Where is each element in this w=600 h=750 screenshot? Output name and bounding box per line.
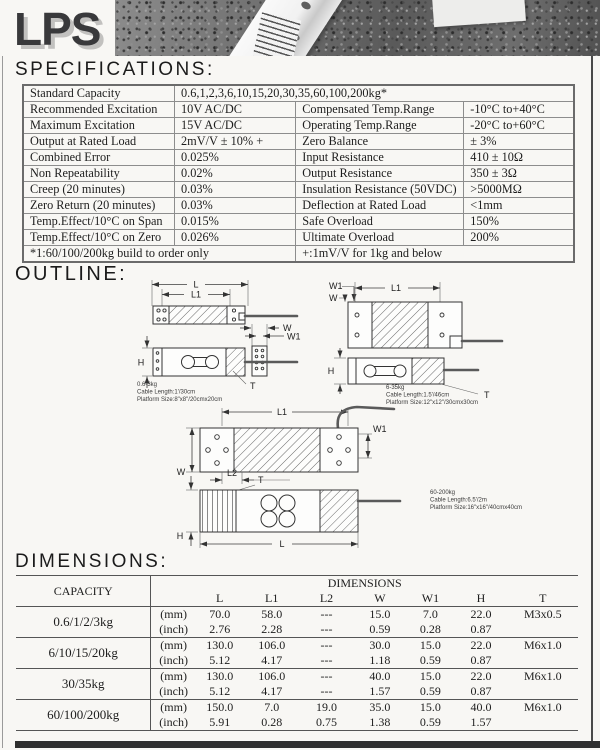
dim-cell: 22.0 — [454, 607, 507, 623]
dim-cell: 70.0 — [196, 607, 244, 623]
spec-value: ± 3% — [464, 134, 574, 150]
dim-cell: 4.17 — [261, 684, 283, 698]
dim-cell: 0.87 — [470, 622, 492, 636]
spec-label: Input Resistance — [296, 150, 464, 166]
unit-cell: (inch) — [159, 684, 188, 698]
product-logo: LPS — [14, 3, 101, 55]
dim-cell: 15.0 — [353, 607, 406, 623]
spec-label: Deflection at Rated Load — [296, 198, 464, 214]
dim-cell: 130.0 — [196, 669, 244, 685]
spec-row — [23, 198, 574, 214]
spec-value: -10°C to+40°C — [464, 102, 574, 118]
dim-label-t: T — [258, 475, 264, 485]
page-bottom-border — [15, 741, 600, 748]
dim-cell: 0.28 — [261, 715, 283, 729]
dim-cell: 0.87 — [470, 653, 492, 667]
drawing-caption-cable: Cable Length:6.5'/2m — [430, 497, 487, 504]
dim-cell: 58.0 — [244, 607, 300, 623]
spec-row — [23, 214, 574, 230]
dim-cell: 15.0 — [407, 700, 455, 716]
dim-cell: 1.57 — [470, 715, 492, 729]
drawing-caption-platform: Platform Size:8"x8"/20cmx20cm — [137, 397, 223, 403]
dim-label-w: W — [329, 293, 338, 303]
spec-value: 15V AC/DC — [175, 118, 296, 134]
dim-cell: --- — [320, 622, 333, 636]
spec-footnote-right: +:1mV/V for 1kg and below — [296, 246, 574, 263]
product-photo — [115, 0, 600, 56]
dim-cell: 1.18 — [369, 653, 391, 667]
dims-header-row — [16, 576, 578, 592]
unit-cell: (inch) — [159, 715, 188, 729]
dim-cell: 0.59 — [369, 622, 391, 636]
dim-cell: --- — [300, 607, 353, 623]
dim-cell: 0.59 — [419, 715, 441, 729]
spec-value: 0.03% — [175, 198, 296, 214]
outline-drawings — [0, 262, 600, 554]
drawing-caption-cable: Cable Length:1.5'/46cm — [386, 392, 450, 399]
dim-cell: 35.0 — [353, 700, 406, 716]
dim-cell: 15.0 — [407, 669, 455, 685]
dim-cell: 0.75 — [315, 715, 337, 729]
dim-cell: 2.28 — [261, 622, 283, 636]
spec-value: 0.03% — [175, 182, 296, 198]
col-header-t: T — [508, 591, 578, 607]
drawing-caption-range: 60-200kg — [430, 490, 456, 496]
spec-value: 410 ± 10Ω — [464, 150, 574, 166]
col-header-l: L — [196, 591, 244, 607]
spec-label: Standard Capacity — [23, 85, 175, 102]
dim-label-w: W — [283, 323, 292, 333]
dim-label-h: H — [327, 366, 335, 376]
dim-label-w: W — [176, 467, 186, 477]
drawing-caption-range: 6-35kg — [386, 385, 405, 391]
dim-cell: 106.0 — [244, 669, 300, 685]
unit-column-header — [151, 591, 196, 607]
dim-cell: M6x1.0 — [508, 700, 578, 716]
dim-cell: 15.0 — [407, 638, 455, 654]
drawing-caption-range: 0.6-3kg — [137, 382, 158, 388]
dim-label-l: L — [193, 279, 199, 290]
dim-cell: 5.12 — [209, 684, 231, 698]
dimensions-heading: DIMENSIONS: — [15, 551, 169, 572]
dim-cell: 150.0 — [196, 700, 244, 716]
dim-label-l: L — [279, 539, 285, 549]
dim-cell — [508, 715, 578, 731]
spec-row — [23, 182, 574, 198]
capacity-cell: 0.6/1/2/3kg — [16, 607, 151, 638]
dim-cell: --- — [300, 638, 353, 654]
spec-value: <1mm — [464, 198, 574, 214]
dim-cell: 22.0 — [454, 638, 507, 654]
drawing-caption-cable: Cable Length:1'/30cm — [137, 389, 196, 396]
unit-cell: (mm) — [151, 700, 196, 716]
spec-value: -20°C to+60°C — [464, 118, 574, 134]
dim-cell: 2.76 — [209, 622, 231, 636]
dim-cell: 4.17 — [261, 653, 283, 667]
spec-value: 0.02% — [175, 166, 296, 182]
dim-cell: M6x1.0 — [508, 638, 578, 654]
dim-label-t: T — [484, 390, 490, 400]
dim-cell: 5.91 — [209, 715, 231, 729]
unit-cell: (mm) — [151, 638, 196, 654]
spec-value: 150% — [464, 214, 574, 230]
unit-cell: (mm) — [151, 669, 196, 685]
spec-label: Insulation Resistance (50VDC) — [296, 182, 464, 198]
spec-label: Recommended Excitation — [23, 102, 175, 118]
spec-footnote-left: *1:60/100/200kg build to order only — [23, 246, 296, 263]
spec-row — [23, 134, 574, 150]
spec-value: 10V AC/DC — [175, 102, 296, 118]
dim-cell: 40.0 — [353, 669, 406, 685]
dim-label-w1: W1 — [329, 281, 343, 291]
spec-label: Safe Overload — [296, 214, 464, 230]
dimensions-table — [16, 575, 578, 731]
unit-cell: (inch) — [159, 622, 188, 636]
dim-cell: 0.28 — [419, 622, 441, 636]
spec-label: Zero Balance — [296, 134, 464, 150]
spec-row — [23, 150, 574, 166]
col-header-w: W — [353, 591, 406, 607]
outline-drawing-medium — [328, 281, 502, 406]
dims-row-mm — [16, 638, 578, 654]
spec-label: Output Resistance — [296, 166, 464, 182]
drawing-caption-platform: Platform Size:16"x16"/40cmx40cm — [430, 505, 522, 511]
spec-label: Zero Return (20 minutes) — [23, 198, 175, 214]
dim-cell: 19.0 — [300, 700, 353, 716]
dim-cell — [508, 653, 578, 669]
dim-cell: --- — [320, 684, 333, 698]
dim-label-w1: W1 — [287, 331, 301, 342]
dim-cell: --- — [320, 653, 333, 667]
spec-label: Output at Rated Load — [23, 134, 175, 150]
spec-label: Creep (20 minutes) — [23, 182, 175, 198]
outline-drawing-large — [177, 407, 522, 549]
dim-cell: 1.57 — [369, 684, 391, 698]
dim-label-l1: L1 — [276, 407, 288, 417]
col-header-l2: L2 — [300, 591, 353, 607]
spec-footnote-row — [23, 246, 574, 263]
dimensions-group-header: DIMENSIONS — [151, 576, 578, 592]
dim-label-h: H — [137, 357, 145, 368]
spec-row — [23, 166, 574, 182]
dim-cell: M6x1.0 — [508, 669, 578, 685]
dim-label-l2: L2 — [226, 468, 238, 478]
col-header-w1: W1 — [407, 591, 455, 607]
dim-label-w1: W1 — [373, 424, 387, 434]
capacity-cell: 30/35kg — [16, 669, 151, 700]
dim-cell — [508, 622, 578, 638]
spec-value: 0.026% — [175, 230, 296, 246]
outline-drawing-small — [137, 280, 301, 404]
spec-row — [23, 85, 574, 102]
dims-row-mm — [16, 700, 578, 716]
unit-cell: (inch) — [159, 653, 188, 667]
spec-value: 0.6,1,2,3,6,10,15,20,30,35,60,100,200kg* — [175, 85, 574, 102]
unit-cell: (mm) — [151, 607, 196, 623]
photo-white-block — [432, 0, 526, 27]
dim-cell — [508, 684, 578, 700]
spec-row — [23, 102, 574, 118]
dim-cell: 30.0 — [353, 638, 406, 654]
col-header-h: H — [454, 591, 507, 607]
dim-cell: 7.0 — [407, 607, 455, 623]
dim-cell: M3x0.5 — [508, 607, 578, 623]
dim-cell: 0.59 — [419, 684, 441, 698]
spec-label: Non Repeatability — [23, 166, 175, 182]
spec-label: Combined Error — [23, 150, 175, 166]
spec-value: >5000MΩ — [464, 182, 574, 198]
spec-label: Maximum Excitation — [23, 118, 175, 134]
spec-value: 0.015% — [175, 214, 296, 230]
spec-label: Ultimate Overload — [296, 230, 464, 246]
dim-cell: 0.87 — [470, 684, 492, 698]
dim-cell: 106.0 — [244, 638, 300, 654]
dim-cell: --- — [300, 669, 353, 685]
dim-cell: 22.0 — [454, 669, 507, 685]
spec-label: Operating Temp.Range — [296, 118, 464, 134]
capacity-cell: 60/100/200kg — [16, 700, 151, 731]
spec-label: Compensated Temp.Range — [296, 102, 464, 118]
spec-row — [23, 118, 574, 134]
spec-row — [23, 230, 574, 246]
dim-cell: 40.0 — [454, 700, 507, 716]
dim-label-l1: L1 — [190, 289, 202, 300]
dims-row-mm — [16, 607, 578, 623]
specifications-heading: SPECIFICATIONS: — [15, 59, 215, 80]
dim-label-l1: L1 — [390, 283, 402, 293]
outline-heading: OUTLINE: — [15, 263, 128, 285]
photo-loadcell-label — [253, 12, 301, 56]
dims-row-mm — [16, 669, 578, 685]
dim-cell: 0.59 — [419, 653, 441, 667]
spec-value: 200% — [464, 230, 574, 246]
col-header-l1: L1 — [244, 591, 300, 607]
spec-value: 2mV/V ± 10% + — [175, 134, 296, 150]
spec-value: 350 ± 3Ω — [464, 166, 574, 182]
dim-label-t: T — [250, 381, 256, 391]
dim-cell: 130.0 — [196, 638, 244, 654]
capacity-header: CAPACITY — [16, 576, 151, 607]
capacity-cell: 6/10/15/20kg — [16, 638, 151, 669]
drawing-caption-platform: Platform Size:12"x12"/30cmx30cm — [386, 400, 478, 406]
dim-cell: 7.0 — [244, 700, 300, 716]
spec-value: 0.025% — [175, 150, 296, 166]
specifications-table — [22, 84, 575, 263]
spec-label: Temp.Effect/10°C on Span — [23, 214, 175, 230]
dim-cell: 5.12 — [209, 653, 231, 667]
spec-label: Temp.Effect/10°C on Zero — [23, 230, 175, 246]
dim-cell: 1.38 — [369, 715, 391, 729]
dim-label-h: H — [176, 531, 184, 541]
